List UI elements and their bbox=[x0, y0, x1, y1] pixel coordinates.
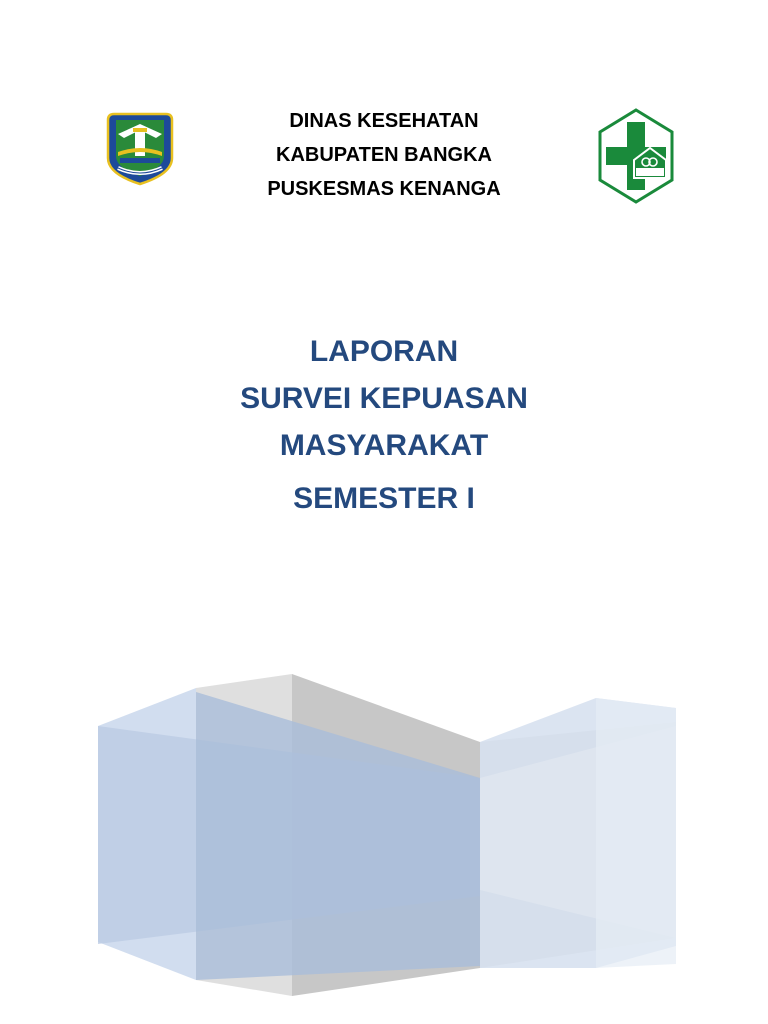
header-line-kabupaten: KABUPATEN BANGKA bbox=[276, 144, 492, 166]
header-line-puskesmas: PUSKESMAS KENANGA bbox=[267, 178, 501, 200]
header-line-dinas: DINAS KESEHATAN bbox=[289, 110, 479, 132]
title-line-laporan: LAPORAN bbox=[309, 335, 459, 368]
puskesmas-logo-icon bbox=[596, 108, 676, 204]
title-line-semester: SEMESTER I bbox=[293, 482, 475, 515]
title-line-masyarakat: MASYARAKAT bbox=[279, 429, 489, 462]
report-title bbox=[0, 328, 768, 522]
title-line-survei: SURVEI KEPUASAN bbox=[240, 382, 528, 415]
decorative-geometric-shapes bbox=[96, 668, 676, 1004]
